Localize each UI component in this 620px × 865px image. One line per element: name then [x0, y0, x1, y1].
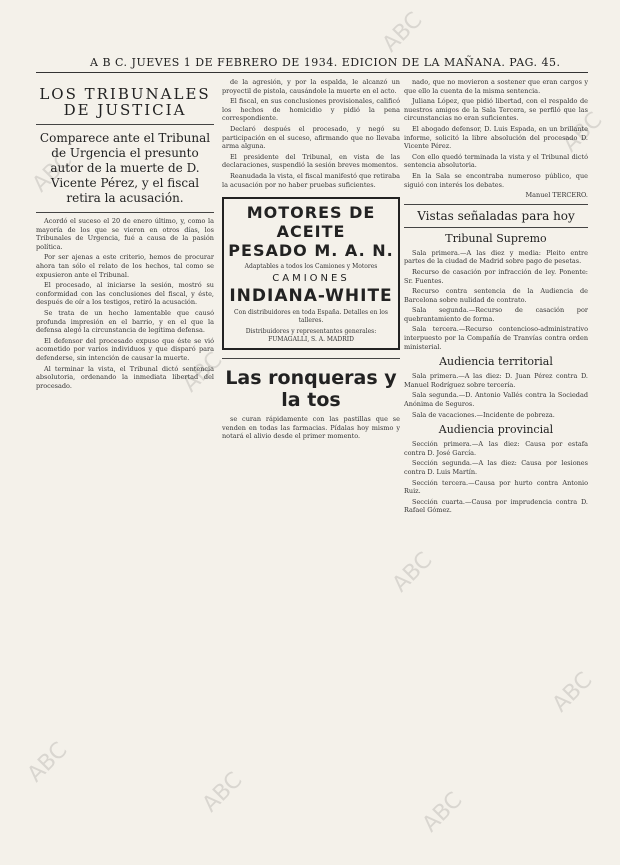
list-item: Sección tercera.—Causa por hurto contra Antonio Ruiz.: [404, 478, 588, 496]
list-item: Recurso contra sentencia de la Audiencia de Barcelona sobre nulidad de contrato.: [404, 287, 588, 304]
article-continuation: [222, 78, 400, 189]
paragraph: Se trata de un hecho lamentable que causó profunda impresión en el barrio, y en el que la defensa alegó la circunstancia de legítima defensa.: [36, 308, 214, 335]
paragraph: se curan rápidamente con las pastillas que se venden en todas las farmacias. Pídalas hoy mismo y notará el alivio desde el primer momento.: [222, 415, 400, 441]
signature: Manuel TERCERO.: [525, 191, 588, 200]
watermark: ABC: [547, 667, 598, 718]
watermark: ABC: [22, 737, 73, 788]
tribunal-list: [404, 249, 588, 352]
paragraph: El procesado, al iniciarse la sesión, mostró su conformidad con las conclusiones del fiscal, y éste, después de oír a los testigos, retiró la acusación.: [36, 281, 214, 307]
page-header: A B C. JUEVES 1 DE FEBRERO DE 1934. EDICION DE LA MAÑANA. PAG. 45.: [90, 56, 561, 69]
list-item: Sala tercera.—Recurso contencioso-administrativo interpuesto por la Compañía de Tranvías contra orden ministerial.: [404, 325, 588, 351]
header-rule: [36, 72, 588, 73]
ad-distributor: Distribuidores y representantes generales: FUMAGALLI, S. A. MADRID: [245, 328, 377, 344]
ad-title-line1: MOTORES DE ACEITE: [246, 203, 376, 242]
advertisement-title: Las ronqueras y la tos: [225, 367, 397, 412]
paragraph: En la Sala se encontraba numeroso público, que siguió con interés los debates.: [404, 171, 588, 189]
article-end: [404, 78, 588, 200]
paragraph: Por ser ajenas a este criterio, hemos de procurar ahora tan sólo el relato de los hechos, tal como se expusieron ante el Tribunal.: [36, 253, 214, 279]
divider: [36, 212, 214, 213]
column-3: [404, 78, 588, 838]
watermark: ABC: [557, 107, 608, 158]
list-item: Sala de vacaciones.—Incidente de pobreza.: [412, 410, 555, 419]
list-item: Recurso de casación por infracción de ley. Ponente: Sr. Fuentes.: [404, 267, 588, 285]
paragraph: El fiscal, en sus conclusiones provisionales, calificó los hechos de homicidio y pidió la pena correspondiente.: [222, 97, 400, 123]
divider: [404, 204, 588, 205]
column-2: [222, 78, 400, 838]
column-1: [36, 78, 214, 838]
subsection-title: Audiencia provincial: [438, 423, 554, 437]
audiencia-list: [404, 372, 588, 419]
watermark: ABC: [197, 767, 248, 818]
section-title-vistas: Vistas señaladas para hoy: [417, 208, 575, 223]
section-title-line1: LOS TRIBUNALES: [39, 85, 211, 103]
section-title-line2: DE JUSTICIA: [63, 101, 187, 119]
provincial-list: [404, 440, 588, 515]
paragraph: Reanudada la vista, el fiscal manifestó que retiraba la acusación por no haber pruebas suficientes.: [222, 171, 400, 189]
paragraph: El presidente del Tribunal, en vista de las declaraciones, suspendió la sesión breves momentos.: [222, 152, 400, 170]
ad-title-line2: PESADO M. A. N.: [228, 241, 394, 261]
watermark: ABC: [417, 787, 468, 838]
ad-brand: INDIANA-WHITE: [229, 286, 393, 307]
list-item: Sala segunda.—D. Antonio Vallés contra la Sociedad Anónima de Seguros.: [404, 391, 588, 409]
divider: [222, 358, 400, 359]
list-item: Sala primera.—A las diez: D. Juan Pérez contra D. Manuel Rodríguez sobre tercería.: [404, 372, 588, 389]
article-subhead: Comparece ante el Tribunal de Urgencia el presunto autor de la muerte de D. Vicente Pérez, y el fiscal retira la acusación.: [39, 131, 211, 205]
list-item: Sala segunda.—Recurso de casación por quebrantamiento de forma.: [404, 306, 588, 323]
ad-subtext: Adaptables a todos los Camiones y Motores: [244, 263, 378, 271]
divider: [404, 227, 588, 228]
advertisement-body: [222, 415, 400, 441]
ad-label: CAMIONES: [272, 273, 350, 285]
list-item: Sección cuarta.—Causa por imprudencia contra D. Rafael Gómez.: [404, 497, 588, 515]
paragraph: Juliana López, que pidió libertad, con el respaldo de nuestros amigos de la Sala Tercera, se perfiló que las circunstancias no eran suficientes.: [404, 97, 588, 123]
subsection-title: Audiencia territorial: [439, 355, 553, 369]
section-title: [36, 86, 214, 118]
watermark: ABC: [377, 7, 428, 58]
paragraph: de la agresión, y por la espalda, le alcanzó un proyectil de pistola, causándole la muerte en el acto.: [222, 78, 400, 95]
paragraph: El defensor del procesado expuso que éste se vió acometido por varios individuos y que disparó para defenderse, sin intención de causar la muerte.: [36, 336, 214, 362]
paragraph: Al terminar la vista, el Tribunal dictó sentencia absolutoria, ordenando la inmediata libertad del procesado.: [36, 364, 214, 390]
paragraph: nado, que no movieron a sostener que eran cargos y que ello la cuenta de la misma sentencia.: [404, 78, 588, 95]
divider: [36, 124, 214, 125]
list-item: Sección segunda.—A las diez: Causa por lesiones contra D. Luis Martín.: [404, 459, 588, 476]
paragraph: Con ello quedó terminada la vista y el Tribunal dictó sentencia absolutoria.: [404, 152, 588, 170]
paragraph: Declaró después el procesado, y negó su participación en el suceso, afirmando que no llevaba arma alguna.: [222, 124, 400, 151]
article-body: [36, 217, 214, 390]
advertisement-motores: [222, 197, 400, 350]
subsection-title: Tribunal Supremo: [445, 231, 547, 245]
watermark: ABC: [387, 547, 438, 598]
watermark: ABC: [27, 147, 78, 198]
watermark: ABC: [177, 347, 228, 398]
paragraph: El abogado defensor, D. Luis Espada, en un brillante informe, solicitó la libre absolución del procesado D. Vicente Pérez.: [404, 124, 588, 151]
ad-subtext: Con distribuidores en toda España. Detalles en los talleres.: [234, 309, 388, 325]
list-item: Sala primera.—A las diez y media: Pleito entre partes de la ciudad de Madrid sobre pago de pesetas.: [404, 248, 588, 266]
list-item: Sección primera.—A las diez: Causa por estafa contra D. José García.: [404, 440, 588, 457]
paragraph: Acordó el suceso el 20 de enero último, y, como la mayoría de los que se vieron en otros días, los Tribunales de Urgencia, fué a causa de la pasión política.: [36, 217, 214, 251]
